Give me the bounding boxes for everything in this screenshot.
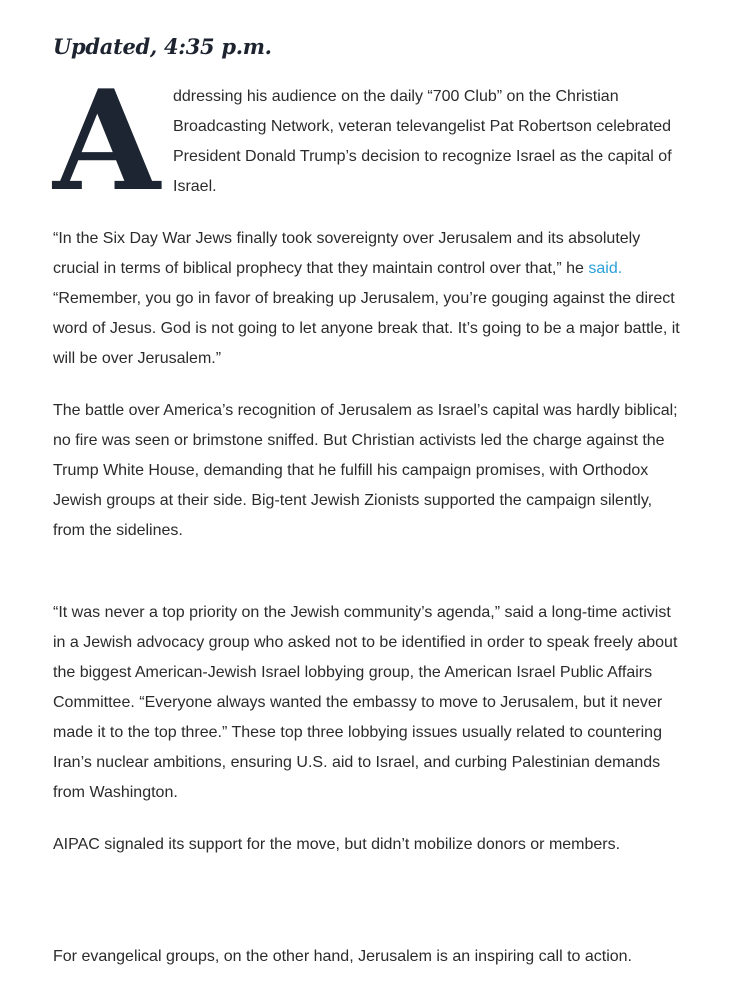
quote-text-before-link: “In the Six Day War Jews finally took sovereignty over Jerusalem and its absolutely crucial in terms of biblical prophecy that they maintain control over that,” he	[53, 230, 641, 277]
lead-paragraph: ddressing his audience on the daily “700 Club” on the Christian Broadcasting Network, veteran televangelist Pat Robertson celebrated President Donald Trump’s decision to recognize Israel as the capital of Israel.	[173, 88, 672, 195]
drop-cap: A	[53, 59, 161, 222]
update-heading: Updated, 4:35 p.m.	[53, 34, 272, 59]
said-link[interactable]: said.	[588, 260, 623, 277]
quote-text-after-link: “Remember, you go in favor of breaking up Jerusalem, you’re gouging against the direct word of Jesus. God is not going to let anyone break that. It’s going to be a major battle, it will be over Jerusalem.”	[53, 290, 680, 367]
priority-paragraph: “It was never a top priority on the Jewish community’s agenda,” said a long-time activist in a Jewish advocacy group who asked not to be identified in order to speak freely about the biggest American-Jewish Israel lobbying group, the American Israel Public Affairs Committee. “Everyone always wanted the embassy to move to Jerusalem, but it never made it to the top three.” These top three lobbying issues usually related to countering Iran’s nuclear ambitions, ensuring U.S. aid to Israel, and curbing Palestinian demands from Washington.	[53, 604, 678, 801]
evangelical-paragraph: For evangelical groups, on the other hand, Jerusalem is an inspiring call to action.	[53, 948, 632, 965]
battle-paragraph: The battle over America’s recognition of Jerusalem as Israel’s capital was hardly biblical; no fire was seen or brimstone sniffed. But Christian activists led the charge against the Trump White House, demanding that he fulfill his campaign promises, with Orthodox Jewish groups at their side. Big-tent Jewish Zionists supported the campaign silently, from the sidelines.	[53, 402, 678, 539]
article-body	[53, 30, 683, 972]
lead-paragraph-block	[53, 59, 683, 222]
aipac-paragraph: AIPAC signaled its support for the move, but didn’t mobilize donors or members.	[53, 836, 621, 853]
robertson-quote-paragraph	[53, 224, 683, 374]
